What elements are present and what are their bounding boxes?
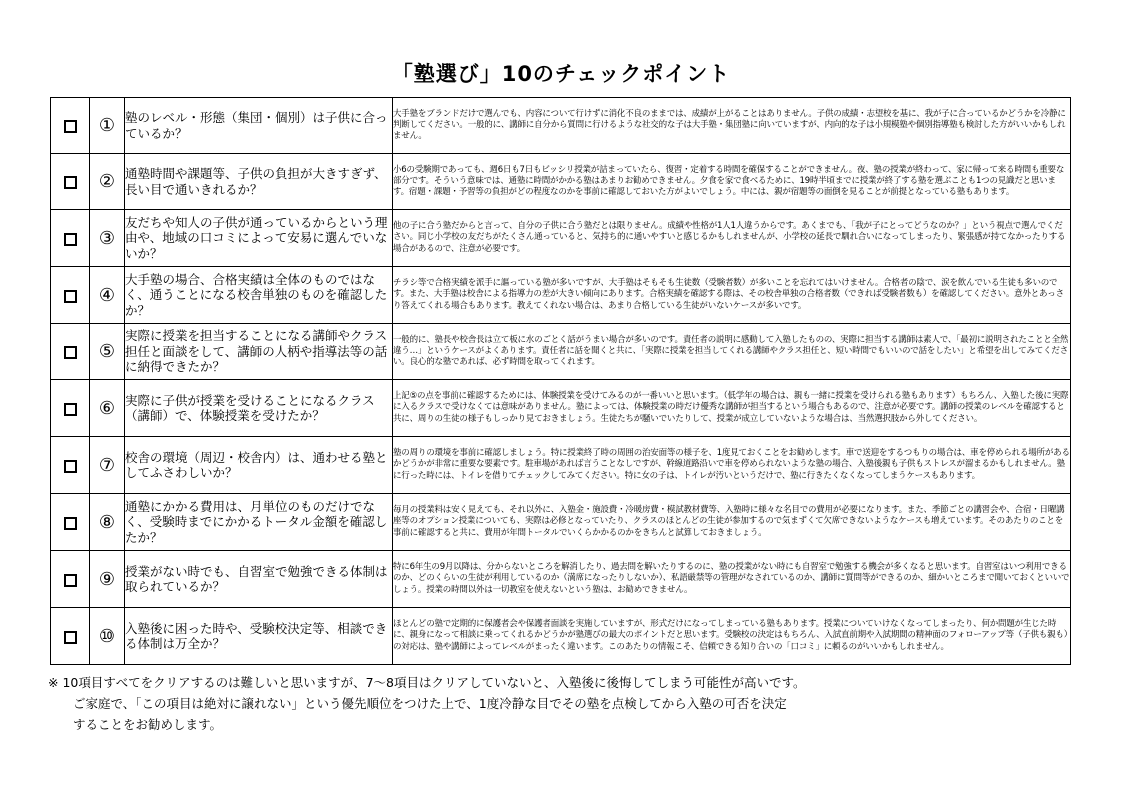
item-number: ② [98, 171, 116, 192]
item-number-cell [90, 380, 125, 437]
question-text: 授業がない時でも、自習室で勉強できる体制は取られているか？ [125, 563, 388, 594]
question-cell [125, 437, 393, 494]
checkbox[interactable] [64, 176, 77, 189]
checkbox[interactable] [64, 120, 77, 133]
detail-cell [393, 380, 1071, 437]
detail-text: 小6の受験期であっても、週6日も7日もビッシリ授業が詰まっていたら、復習・定着する時間を確保することができません。夜、塾の授業が終わって、家に帰って来る時間も重要な部分です。そういう意味では、通塾に時間がかかる塾はあまりお勧めできません。夕食を家で食べるために、19時半頃までに授業が終了する塾を選ぶことも1つの見識だと思います。宿題・課題・予習等の負担がどの程度なのかを事前に確認しておいた方がよいでしょう。中には、親が宿題等の面倒を見ることが前提となっている塾もあります。 [393, 164, 1065, 198]
question-text: 塾のレベル・形態（集団・個別）は子供に合っているか？ [125, 110, 388, 141]
item-number: ⑨ [98, 568, 116, 590]
question-text: 通塾時間や課題等、子供の負担が大きすぎず、長い目で通いきれるか？ [125, 166, 387, 197]
detail-text: チラシ等で合格実績を派手に謳っている塾が多いですが、大手塾はそもそも生徒数（受験者数）が多いことを忘れてはいけません。合格者の陰で、涙を飲んでいる生徒も多いのです。また、大手塾は校舎による指導力の差が大きい傾向にあります。合格実績を確認する際は、その校舎単独の合格者数（できれば受験者数も）を確認してください。意外とあっさり答えてくれる場合もあります。教えてくれない場合は、あまり合格している生徒がいないケースが多いです。 [393, 278, 1064, 311]
footnote [48, 672, 1098, 735]
checkbox-cell [51, 551, 90, 608]
item-number-cell [90, 98, 125, 154]
detail-cell [393, 324, 1071, 380]
checkbox-cell [51, 494, 90, 551]
detail-cell [393, 551, 1071, 608]
checklist-row [51, 324, 1071, 380]
footnote-line: することをお勧めします。 [73, 717, 223, 732]
item-number: ⑧ [98, 511, 116, 533]
question-text: 校舎の環境（周辺・校舎内）は、通わせる塾としてふさわしいか？ [125, 449, 388, 480]
checklist-row [51, 437, 1071, 494]
item-number-cell [90, 494, 125, 551]
question-cell [125, 210, 393, 267]
item-number-cell [90, 437, 125, 494]
question-cell [125, 494, 393, 551]
question-text: 大手塾の場合、合格実績は全体のものではなく、通うことになる校舎単独のものを確認したか？ [125, 271, 388, 318]
checkbox[interactable] [64, 460, 77, 473]
question-cell [125, 324, 393, 380]
detail-text: 他の子に合う塾だからと言って、自分の子供に合う塾だとは限りません。成績や性格が1人1人違うからです。あくまでも、「我が子にとってどうなのか？」という視点で選んでください。同じ小学校の友だちがたくさん通っていると、気持ち的に通いやすいと感じるかもしれませんが、小学校の延長で馴れ合いになってしまったり、緊張感が持てなかったりする場合があるので、注意が必要です。 [393, 221, 1066, 254]
checkbox-cell [51, 154, 90, 210]
question-text: 入塾後に困った時や、受験校決定等、相談できる体制は万全か？ [125, 620, 388, 651]
checklist-row [51, 267, 1071, 324]
item-number-cell [90, 154, 125, 210]
detail-text: 一般的に、塾長や校舎長は立て板に水のごとく話がうまい場合が多いのです。責任者の説明に感動して入塾したものの、実際に担当する講師は素人で、「最初に説明されたことと全然違う…」というケースがよくあります。責任者に話を聞くと共に、「実際に授業を担当してくれる講師やクラス担任と、短い時間でもいいので話をしたい」と希望を出してみてください。良心的な塾であれば、必ず時間を取ってくれます。 [393, 334, 1069, 368]
question-text: 友だちや知人の子供が通っているからという理由や、地域の口コミによって安易に選んでいないか？ [125, 214, 388, 261]
item-number: ① [98, 115, 116, 136]
checkbox-cell [51, 98, 90, 154]
question-cell [125, 98, 393, 154]
footnote-line: ご家庭で、「この項目は絶対に譲れない」という優先順位をつけた上で、1度冷静な目でその塾を点検してから入塾の可否を決定 [73, 696, 787, 711]
footnote-line: ※ 10項目すべてをクリアするのは難しいと思いますが、7～8項目はクリアしていないと、入塾後に後悔してしまう可能性が高いです。 [48, 675, 806, 690]
checklist-table [50, 97, 1071, 665]
question-cell [125, 380, 393, 437]
item-number: ③ [98, 227, 116, 249]
question-text: 実際に子供が授業を受けることになるクラス（講師）で、体験授業を受けたか？ [125, 392, 375, 423]
item-number-cell [90, 551, 125, 608]
checkbox-cell [51, 608, 90, 665]
item-number-cell [90, 324, 125, 380]
detail-cell [393, 154, 1071, 210]
item-number-cell [90, 210, 125, 267]
detail-cell [393, 210, 1071, 267]
question-cell [125, 551, 393, 608]
item-number: ⑤ [98, 341, 116, 362]
detail-cell [393, 98, 1071, 154]
question-cell [125, 608, 393, 665]
item-number: ⑩ [98, 625, 116, 647]
item-number-cell [90, 608, 125, 665]
checklist-row [51, 98, 1071, 154]
question-cell [125, 154, 393, 210]
detail-cell [393, 494, 1071, 551]
item-number-cell [90, 267, 125, 324]
checkbox-cell [51, 210, 90, 267]
checkbox[interactable] [64, 574, 77, 587]
checkbox[interactable] [64, 517, 77, 530]
checklist-row [51, 210, 1071, 267]
detail-text: 特に6年生の9月以降は、分からないところを解消したり、過去問を解いたりするのに、塾の授業がない時にも自習室で勉強する機会が多くなると思います。自習室はいつ利用できるのか、どのくらいの生徒が利用しているのか（満席になったりしないか）、私語厳禁等の管理がなされているのか、講師に質問等ができるのか、細かいところまで聞いておくといいでしょう。授業の時間以外は一切教室を使えないという塾は、お勧めできません。 [393, 562, 1070, 595]
question-text: 実際に授業を担当することになる講師やクラス担任と面談をして、講師の人柄や指導法等の話に納得できたか？ [125, 328, 388, 375]
checkbox[interactable] [64, 233, 77, 246]
checkbox-cell [51, 380, 90, 437]
checklist-row [51, 551, 1071, 608]
item-number: ④ [98, 284, 116, 306]
detail-cell [393, 267, 1071, 324]
checklist-row [51, 494, 1071, 551]
detail-text: ほとんどの塾で定期的に保護者会や保護者面談を実施していますが、形式だけになってしまっている塾もあります。授業についていけなくなってしまったり、何か問題が生じた時に、親身になって相談に乗ってくれるかどうかが塾選びの最大のポイントだと思います。受験校の決定はもちろん、入試直前期や入試期間の精神面のフォローアップ等（子供も親も）の対応は、塾や講師によってレベルがまったく違います。このあたりの情報こそ、信頼できる知り合いの「口コミ」に頼るのがいいかもしれません。 [393, 619, 1068, 652]
checklist-row [51, 380, 1071, 437]
checkbox-cell [51, 324, 90, 380]
question-cell [125, 267, 393, 324]
item-number: ⑦ [98, 454, 116, 476]
checklist-row [51, 608, 1071, 665]
detail-text: 大手塾をブランドだけで選んでも、内容について行けずに消化不良のままでは、成績が上がることはありません。子供の成績・志望校を基に、我が子に合っているかどうかを冷静に判断してください。一般的に、講師に自分から質問に行けるような社交的な子は大手塾・集団塾に向いていますが、内向的な子は小規模塾や個別指導塾も検討した方がいいかもしれません。 [393, 108, 1066, 142]
detail-cell [393, 437, 1071, 494]
checkbox-cell [51, 267, 90, 324]
page-title: 「塾選び」10のチェックポイント [391, 62, 731, 86]
detail-cell [393, 608, 1071, 665]
checkbox[interactable] [64, 403, 77, 416]
checkbox[interactable] [64, 290, 77, 303]
detail-text: 上記⑤の点を事前に確認するためには、体験授業を受けてみるのが一番いいと思います。（低学年の場合は、親も一緒に授業を受けられる塾もあります）もちろん、入塾した後に実際に入るクラスで受けなくては意味がありません。塾によっては、体験授業の時だけ優秀な講師が担当するという場合もあるので、注意が必要です。講師の授業のレベルを確認すると共に、周りの生徒の様子もしっかり見ておきましょう。生徒たちが騒いでいたりして、授業が成立していないような場合は、当然選択肢から外してください。 [393, 391, 1069, 424]
checkbox[interactable] [64, 631, 77, 644]
checkbox-cell [51, 437, 90, 494]
checklist-row [51, 154, 1071, 210]
item-number: ⑥ [98, 397, 116, 419]
detail-text: 塾の周りの環境を事前に確認しましょう。特に授業終了時の周囲の治安面等の様子を、1度見ておくことをお勧めします。車で送迎をするつもりの場合は、車を停められる場所があるかどうかが非常に重要な要素です。駐車場があれば言うことなしですが、幹線道路沿いで車を停められないような塾の場合、入塾後親も子供もストレスが溜まるかもしれません。塾に行った時には、トイレを借りてチェックしてみてください。特に女の子は、トイレが汚いというだけで、塾に行きたくなくなってしまうケースもあります。 [393, 448, 1070, 481]
question-text: 通塾にかかる費用は、月単位のものだけでなく、受験時までにかかるトータル金額を確認したか？ [125, 498, 388, 545]
checkbox[interactable] [64, 346, 77, 359]
detail-text: 毎月の授業料は安く見えても、それ以外に、入塾金・施設費・冷暖房費・模試教材費等、入塾時に様々な名目での費用が必要になります。また、季節ごとの講習会や、合宿・日曜講座等のオプション授業についても、実際は必修となっていたり、クラスのほとんどの生徒が参加するので気まずくて欠席できないようなケースも増えています。そのあたりのことを事前に確認すると共に、費用が年間トータルでいくらかかるのかをきちんと試算しておきましょう。 [393, 505, 1065, 538]
